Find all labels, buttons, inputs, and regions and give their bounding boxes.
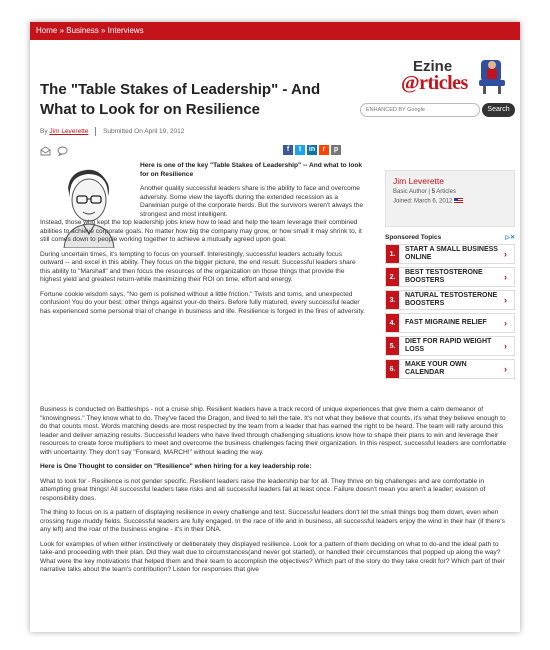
byline [40,127,184,136]
item-label: BEST TESTOSTERONE BOOSTERS [405,269,483,284]
share-buttons [283,145,341,155]
sponsored-item[interactable] [385,267,515,287]
page-title: The "Table Stakes of Leadership" - And What to Look for on Resilience [40,81,321,118]
paragraph: Instead, those who kept the top leadership jobs knew how to lead and help the team leverage their combined abilities to achieve corporate goals. No matter how big the company may grow, or how small it may shrink to, it still comes down to people working together to achieve a mutually agreed upon goal. [40,219,362,243]
author-level-line: Basic Author | 5 Articles [393,189,456,195]
item-number: 6. [386,360,399,378]
facebook-icon[interactable]: f [283,145,293,155]
article-body-top [40,162,365,322]
print-icon[interactable]: p [331,145,341,155]
section-heading: Here is One Thought to consider on "Resilience" when hiring for a key leadership role: [40,463,312,470]
chevron-right-icon: › [504,249,507,259]
breadcrumb-separator: » [100,26,106,35]
author-link[interactable]: Jim Leverette [49,128,89,136]
joined-date: Joined: March 6, 2012 [393,198,453,205]
breadcrumb-home[interactable]: Home [36,26,58,35]
item-number: 3. [386,291,399,309]
paragraph: Another quality successful leaders share is the ability to face and overcome adversity. Some view the layoffs during the extended recession as a Darwinian purge of the corporate herds. But the survivors weren't always the strongest and most intelligent. [140,185,363,218]
author-box [385,170,515,227]
item-label: START A SMALL BUSINESS ONLINE [405,246,498,261]
chevron-right-icon: › [504,364,507,374]
item-label: NATURAL TESTOSTERONE BOOSTERS [405,292,498,307]
item-label: DIET FOR RAPID WEIGHT LOSS [405,338,492,353]
item-label: MAKE YOUR OWN CALENDAR [405,361,467,376]
item-number: 4. [386,314,399,332]
search-button[interactable]: Search [482,103,515,117]
breadcrumb [36,26,144,35]
item-number: 5. [386,337,399,355]
breadcrumb-separator: » [59,26,65,35]
breadcrumb-business[interactable]: Business [66,26,99,35]
comment-icon[interactable] [57,146,68,156]
adchoices-icon[interactable]: ▷✕ [505,235,515,241]
article-body-bottom [40,406,510,581]
sponsored-item[interactable] [385,359,515,379]
sponsored-item[interactable] [385,336,515,356]
articles-label[interactable]: Articles [436,189,456,195]
byline-divider [95,127,96,136]
byline-prefix: By [40,128,48,136]
breadcrumb-interviews[interactable]: Interviews [107,26,144,35]
sponsored-item[interactable] [385,290,515,310]
paragraph: Fortune cookie wisdom says, "No gem is polished without a little friction." Twists and turns, and unexpected confusion! You do your best; other things against your-do theirs. Before fully matured, every successful leader has experienced some personal trial of change in business and life. Resilience is forged in the fires of adversity. [40,290,365,315]
article-lead: Here is one of the key "Table Stakes of Leadership" -- And what to look for on Resilience [140,162,363,178]
paragraph: During uncertain times, it's tempting to focus on yourself. Interestingly, successful leaders actually focus outward -- and excel in this ability. They focus on the bigger picture, the end result. Successful leaders share this ability to "Marshall" and then focus the resources of the organization on those things that provide the highest yield and greatest return-while maximizing their ROI on time, effort and energy. [40,250,356,283]
paragraph: Look for examples of when either instinctively or deliberately they displayed resilience. Look for a pattern of them deciding on what to do-and the ideal path to take-and proceeding with their plan. Did they wait due to circumstances(and never got started), or handled their circumstances that popped up along the way? What were the key motivations that helped them and their team to accomplish the objectives? Which part of the story do they take credit for? Which part of their narrative talks about the team's contribution? Listen for responses that give [40,540,505,573]
paragraph: The thing to focus on is a pattern of displaying resilience in every challenge and test. Successful leaders don't let the small things bog them down, even when crossing huge muddy fields. Successful leaders are fully engaged. In the race of life and in business, all successful leaders enjoy the wind in their hair (if there's any left) and the roar of the business engine - it's in their DNA. [40,509,505,533]
item-number: 1. [386,245,399,263]
linkedin-icon[interactable]: in [308,146,316,153]
submitted-date: Submitted On April 19, 2012 [103,128,185,136]
chevron-right-icon: › [504,341,507,351]
paragraph: What to look for - Resilience is not gender specific. Resilient leaders raise the leadership bar for all. They thrive on big challenges and are comfortable in attempting great things! All successful leaders take risks and all successful leaders fail at least once. Failure doesn't mean you aren't a leader; evasion of responsibility does. [40,477,486,502]
man-in-chair-icon [475,56,509,96]
search-input[interactable] [360,103,480,117]
article-tools [40,146,68,156]
sponsored-item[interactable] [385,244,515,264]
us-flag-icon [454,198,463,204]
chevron-right-icon: › [504,272,507,282]
articles-count: 5 [431,189,435,195]
chevron-right-icon: › [504,318,507,328]
logo-text-articles: @rticles [401,72,468,94]
sponsored-heading-text: Sponsored Topics [385,234,442,241]
breadcrumb-bar [30,22,520,40]
author-box-name[interactable]: Jim Leverette [393,176,445,186]
item-label: FAST MIGRAINE RELIEF [405,319,487,326]
search-bar [360,103,515,118]
page-frame [30,22,520,632]
joined-line [393,198,507,205]
item-number: 2. [386,268,399,286]
twitter-icon[interactable]: t [295,145,305,155]
email-icon[interactable] [40,146,51,156]
chevron-right-icon: › [504,295,507,305]
author-level: Basic Author [393,189,427,195]
sidebar [385,170,515,379]
paragraph: Business is conducted on Battleships - not a cruise ship. Resilient leaders have a track record of unique experiences that give them a calm demeanor of "knowingness." They know what to do. They've faced the Dragon, and lived to tell the tale. It's not what they believe that counts, it's what they believe enough to do that counts most. Words matching deeds are most respected by the team from a leader that has earned the right to be heard. The team will rally around this leader and deliver amazing results. Successful leaders who have lived through challenging situations know how to shape their plans to win and leverage their resources to create force multipliers to meet and overcome the business challenges facing their organization. In this respect, successful leaders are comfortable with uncertainty. They don't say "Forward, MARCH!" without leading the way. [40,406,507,456]
sponsored-item[interactable] [385,313,515,333]
reddit-icon[interactable]: r [319,145,329,155]
logo-text-ezine: Ezine [413,58,453,75]
sponsored-heading [385,234,515,241]
